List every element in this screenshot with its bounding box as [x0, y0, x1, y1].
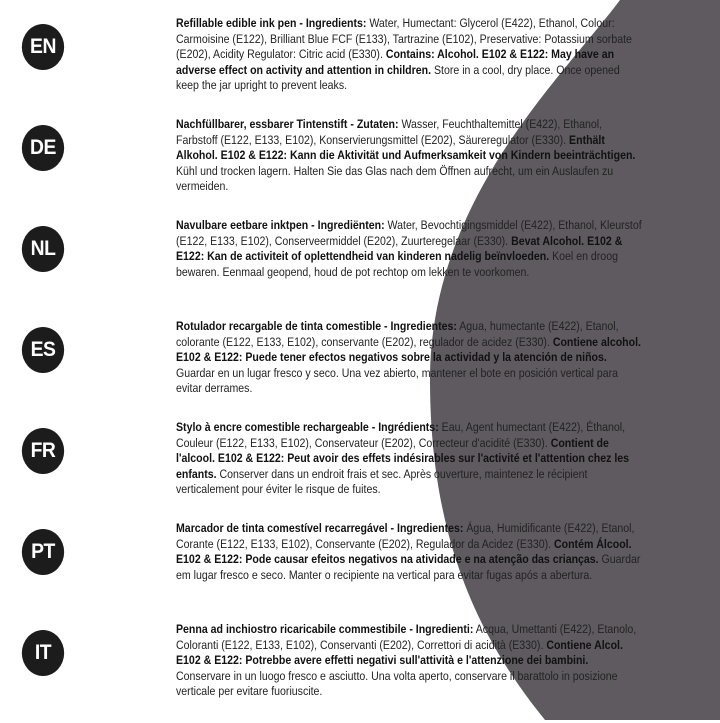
- product-title: Marcador de tinta comestível recarregável - Ingredientes:: [176, 521, 464, 535]
- ingredients-text: Water, Humectant: Glycerol (E422), Ethanol, Colour: Carmoisine (E122), Brilliant Blue FCF (E133), Tartrazine (E102), Preservative: Potassium sorbate (E202), Acidity Regulator: Citric acid (E330).: [176, 16, 632, 62]
- ingredients-text: Agua, humectante (E422), Etanol, colorante (E122, E133, E102), conservante (E202), regulador de acidez (E330).: [176, 319, 619, 349]
- language-badge-en: EN: [22, 24, 64, 70]
- storage-text: Conservare in un luogo fresco e asciutto. Una volta aperto, conservare il barattolo in posizione verticale per evitare fuoriuscite.: [176, 668, 618, 699]
- entry-text-fr: [176, 420, 646, 498]
- entry-de: [30, 117, 636, 213]
- product-title: Refillable edible ink pen - Ingredients:: [176, 16, 367, 30]
- warning-text: Bevat Alcohol. E102 & E122: Kan de activiteit of oplettendheid van kinderen nadelig beïnvloeden.: [176, 233, 623, 264]
- storage-text: Koel en droog bewaren. Eenmaal geopend, houd de pot rechtop om lekken te voorkomen.: [176, 249, 618, 279]
- entry-pt: [31, 521, 641, 617]
- language-badge-it: IT: [22, 630, 64, 676]
- ingredients-text: Water, Bevochtigingsmiddel (E422), Ethanol, Kleurstof (E122, E133, E102), Conserveermiddel (E202), Zuurteregelaar (E330).: [176, 218, 642, 248]
- storage-text: Store in a cool, dry place. Once opened keep the jar upright to prevent leaks.: [176, 62, 620, 93]
- ingredients-list: [30, 16, 642, 723]
- storage-text: Conserver dans un endroit frais et sec. Après ouverture, maintenez le récipient verticalement pour éviter le risque de fuites.: [176, 466, 588, 497]
- entry-en: [30, 16, 632, 112]
- language-badge-pt: PT: [22, 529, 64, 575]
- language-badge-nl: NL: [22, 226, 64, 272]
- ingredients-text: Acqua, Umettanti (E422), Etanolo, Coloranti (E122, E133, E102), Conservanti (E202), Correttori di acidità (E330).: [176, 622, 637, 652]
- product-title: Nachfüllbarer, essbarer Tintenstift - Zutaten:: [176, 117, 399, 131]
- entry-es: [30, 319, 641, 415]
- warning-text: Contém Álcool. E102 & E122: Pode causar efeitos negativos na atividade e na atenção das crianças.: [176, 536, 632, 567]
- entry-text-pt: [176, 521, 646, 583]
- language-badge-fr: FR: [22, 428, 64, 474]
- warning-text: Contains: Alcohol. E102 & E122: May have an adverse effect on activity and attention in children.: [176, 47, 615, 77]
- storage-text: Guardar en un lugar fresco y seco. Una vez abierto, mantener el bote en posición vertical para evitar derrames.: [176, 365, 619, 396]
- entry-text-en: [176, 16, 646, 94]
- product-title: Penna ad inchiostro ricaricabile commestibile - Ingredienti:: [176, 622, 474, 636]
- product-title: Navulbare eetbare inktpen - Ingrediënten:: [176, 218, 385, 232]
- entry-text-de: [176, 117, 646, 195]
- storage-text: Kühl und trocken lagern. Halten Sie das Glas nach dem Öffnen aufrecht, um ein Auslaufen zu vermeiden.: [176, 163, 614, 194]
- entry-nl: [30, 218, 642, 314]
- storage-text: Guardar em lugar fresco e seco. Manter o recipiente na vertical para evitar fugas após a abertura.: [176, 552, 641, 582]
- warning-text: Contiene Alcol. E102 & E122: Potrebbe avere effetti negativi sull'attività e l'attenzione dei bambini.: [176, 637, 623, 668]
- entry-text-nl: [176, 218, 646, 280]
- language-badge-es: ES: [22, 327, 64, 373]
- product-title: Stylo à encre comestible rechargeable - Ingrédients:: [176, 420, 439, 434]
- product-title: Rotulador recargable de tinta comestible - Ingredientes:: [176, 319, 457, 333]
- entry-it: [34, 622, 637, 718]
- entry-text-es: [176, 319, 646, 397]
- ingredients-text: Eau, Agent humectant (E422), Éthanol, Couleur (E122, E133, E102), Conservateur (E202), Correcteur d'acidité (E330).: [176, 420, 626, 450]
- warning-text: Contient de l'alcool. E102 & E122: Peut avoir des effets indésirables sur l'activité et l'attention chez les enfants.: [176, 435, 630, 481]
- entry-fr: [30, 420, 630, 516]
- warning-text: Contiene alcohol. E102 & E122: Puede tener efectos negativos sobre la actividad y la atención de niños.: [176, 334, 641, 365]
- ingredients-text: Água, Humidificante (E422), Etanol, Corante (E122, E133, E102), Conservante (E202), Regulador da Acidez (E330).: [176, 521, 635, 551]
- ingredients-text: Wasser, Feuchthaltemittel (E422), Ethanol, Farbstoff (E122, E133, E102), Konservierungsmittel (E202), Säureregulator (E330).: [176, 117, 603, 147]
- warning-text: Enthält Alkohol. E102 & E122: Kann die Aktivität und Aufmerksamkeit von Kindern beeinträchtigen.: [176, 132, 636, 163]
- language-badge-de: DE: [22, 125, 64, 171]
- entry-text-it: [176, 622, 646, 700]
